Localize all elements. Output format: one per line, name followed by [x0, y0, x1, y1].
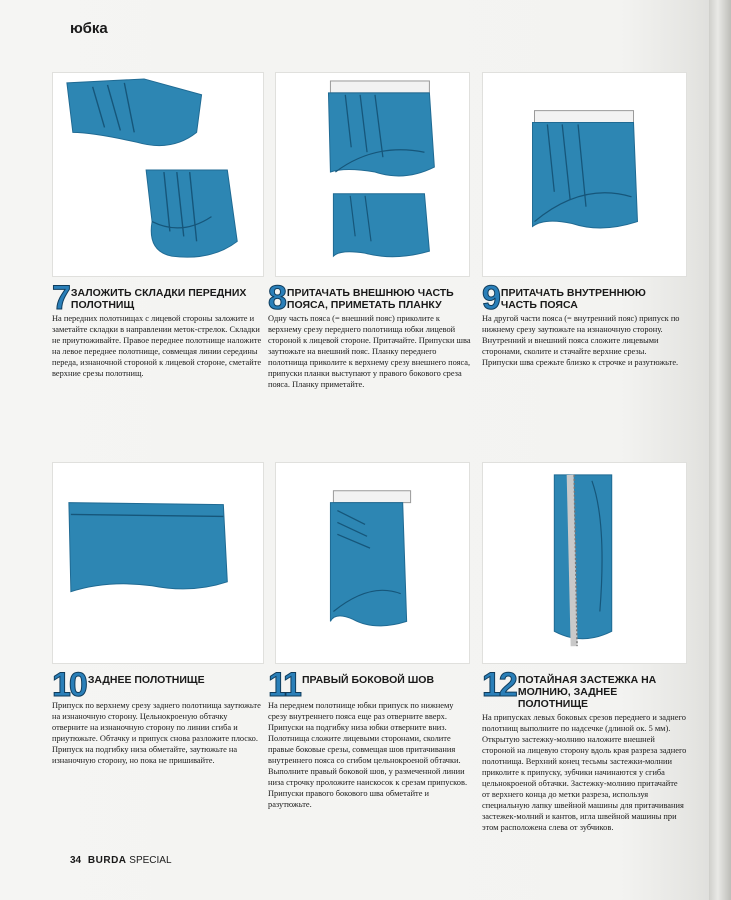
step-text: На другой части пояса (= внутренний пояс) припуск по нижнему срезу заутюжьте на изнаночную сторону. Внутренний и внешний пояса сложите лицевыми сторонами, сколите и стачайте верхние срезы. Припуски шва срежьте близко к строчке и разутюжьте. [482, 314, 680, 367]
step-title: ПРИТАЧАТЬ ВНЕШНЮЮ ЧАСТЬ ПОЯСА, ПРИМЕТАТЬ ПЛАНКУ [286, 287, 454, 311]
brand-name: BURDA [87, 855, 127, 866]
step-number: 12 [482, 666, 516, 704]
page-number: 34 [70, 855, 82, 866]
step-text: На передних полотнищах с лицевой стороны заложите и заметайте складки в направлении меток-стрелок. Складки не приутюживайте. Правое переднее полотнище наложите на левое переднее полотнище, совмещая линии середины переда, изнаночной стороной к лицевой стороне, сметайте верхние срезы полотнищ. [52, 314, 262, 378]
photo-step-9 [482, 72, 687, 277]
step-text: Одну часть пояса (= внешний пояс) приколите к верхнему срезу переднего полотнища юбки лицевой стороной к лицевой стороне. Притачайте. Припуски шва заутюжьте на внешний пояс. Планку переднего полотнища приколите к верхнему срезу внешнего пояса, припуски планки выступают у правого бокового среза пояса. Планку приметайте. [268, 314, 471, 389]
photo-step-12 [482, 462, 687, 664]
step-number: 8 [268, 279, 285, 317]
page-footer [70, 855, 172, 866]
step-text: Припуск по верхнему срезу заднего полотнища заутюжьте на изнаночную сторону. Цельнокроеную обтачку отверните на изнаночную сторону по линии сгиба и приутюжьте. Обтачку и припуск снова разложите плоско. Припуск на подгибку низа обметайте, заутюжьте на изнаночную сторону, но пока не пришивайте. [52, 701, 261, 765]
page-binding-edge [709, 0, 731, 900]
photo-step-8 [275, 72, 470, 277]
photo-step-7 [52, 72, 264, 277]
step-title: ЗАДНЕЕ ПОЛОТНИЩЕ [87, 674, 205, 686]
step-8 [268, 279, 473, 390]
step-title: ПРИТАЧАТЬ ВНУТРЕННЮЮ ЧАСТЬ ПОЯСА [500, 287, 646, 311]
step-number: 9 [482, 279, 499, 317]
step-number: 10 [52, 666, 86, 704]
step-text: На припусках левых боковых срезов переднего и заднего полотнищ выполните по надсечке (длиной ок. 5 мм). Открытую застежку-молнию наложите внешней стороной на лицевую сторону вдоль края разреза заднего полотнища. Верхний конец тесьмы застежки-молнии приколите к припуску, зубчики начинаются у сгиба цельнокроеной обтачки. Застежку-молнию притачайте от верхнего конца до метки разреза, используя специальную лапку швейной машины для притачивания застежек-молний и кантов, игла швейной машины при этом расположена слева от зубчиков. [482, 713, 687, 832]
step-9 [482, 279, 682, 368]
step-title: ЗАЛОЖИТЬ СКЛАДКИ ПЕРЕДНИХ ПОЛОТНИЩ [70, 287, 247, 311]
brand-edition: SPECIAL [129, 855, 172, 866]
step-number: 11 [268, 666, 300, 704]
step-12 [482, 666, 687, 833]
photo-step-11 [275, 462, 470, 664]
step-7 [52, 279, 264, 379]
step-10 [52, 666, 264, 766]
step-title: ПОТАЙНАЯ ЗАСТЕЖКА НА МОЛНИЮ, ЗАДНЕЕ ПОЛОТНИЩЕ [517, 674, 657, 710]
section-title: юбка [70, 20, 108, 37]
step-11 [268, 666, 473, 810]
photo-step-10 [52, 462, 264, 664]
step-number: 7 [52, 279, 69, 317]
step-text: На переднем полотнище юбки припуск по нижнему срезу внутреннего пояса еще раз отверните вверх. Припуски на подгибку низа юбки отверните вниз. Полотнища сложите лицевыми сторонами, сколите правые боковые срезы, совмещая шов притачивания внутреннего пояса со сгибом цельнокроеной обтачки. Выполните правый боковой шов, у размеченной линии низа строчку проложите наискосок к срезам припусков. Припуски правого бокового шва обметайте и разутюжьте. [268, 701, 468, 809]
step-title: ПРАВЫЙ БОКОВОЙ ШОВ [301, 674, 435, 686]
